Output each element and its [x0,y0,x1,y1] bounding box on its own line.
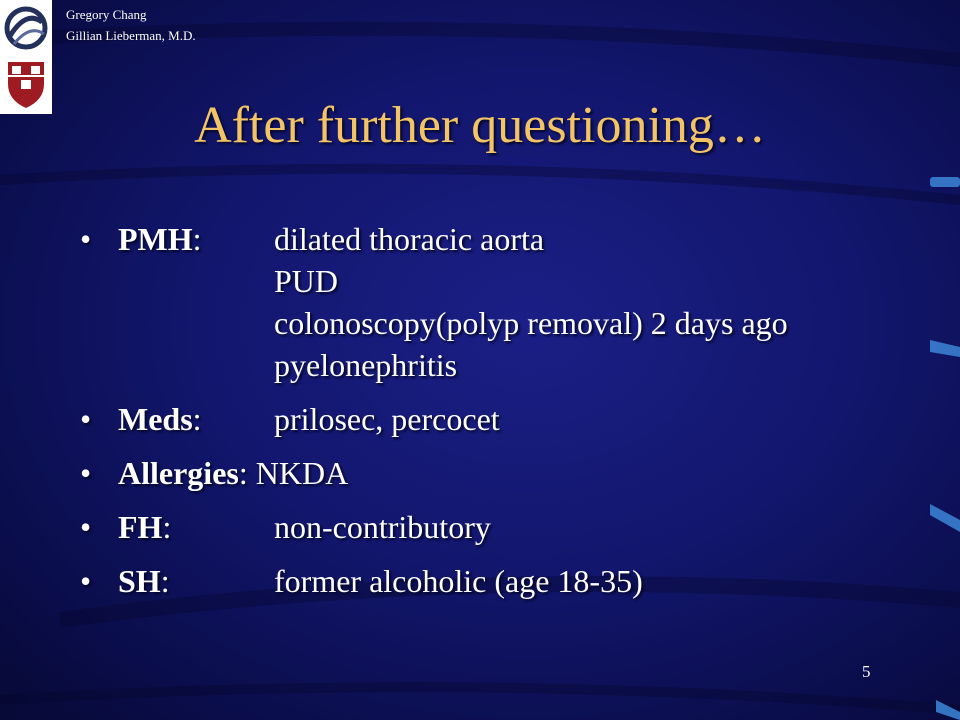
item-value: dilated thoracic aorta [274,221,545,257]
item-value: prilosec, percocet [274,401,500,437]
list-item-sh [80,560,900,602]
item-label: Meds: [118,401,202,437]
item-value: PUD [274,263,339,299]
item-label: FH: [118,509,172,545]
page-number: 5 [862,662,871,681]
item-values [274,506,900,548]
author-name: Gregory Chang [66,7,147,22]
bullet-icon: • [80,401,92,437]
list-item-pmh [80,218,900,386]
item-values [274,560,900,602]
bullet-icon: • [80,221,92,257]
item-value: colonoscopy(polyp removal) 2 days ago [274,305,788,341]
slide-title: After further questioning… [194,97,766,154]
author-name: Gillian Lieberman, M.D. [66,28,196,43]
list-item-allergies [80,452,900,494]
bullet-icon: • [80,563,92,599]
item-label: Allergies: NKDA [118,455,349,491]
item-value: non-contributory [274,509,491,545]
item-label: SH: [118,563,170,599]
item-value: pyelonephritis [274,347,458,383]
bullet-icon: • [80,509,92,545]
list-item-fh [80,506,900,548]
item-value: former alcoholic (age 18-35) [274,563,643,599]
item-values [274,398,900,440]
bullet-icon: • [80,455,92,491]
author-credits [66,4,196,46]
item-label: PMH: [118,221,202,257]
list-item-meds [80,398,900,440]
hms-swirl-logo-icon [7,9,45,47]
item-values [274,218,900,386]
bullet-list [80,218,900,614]
